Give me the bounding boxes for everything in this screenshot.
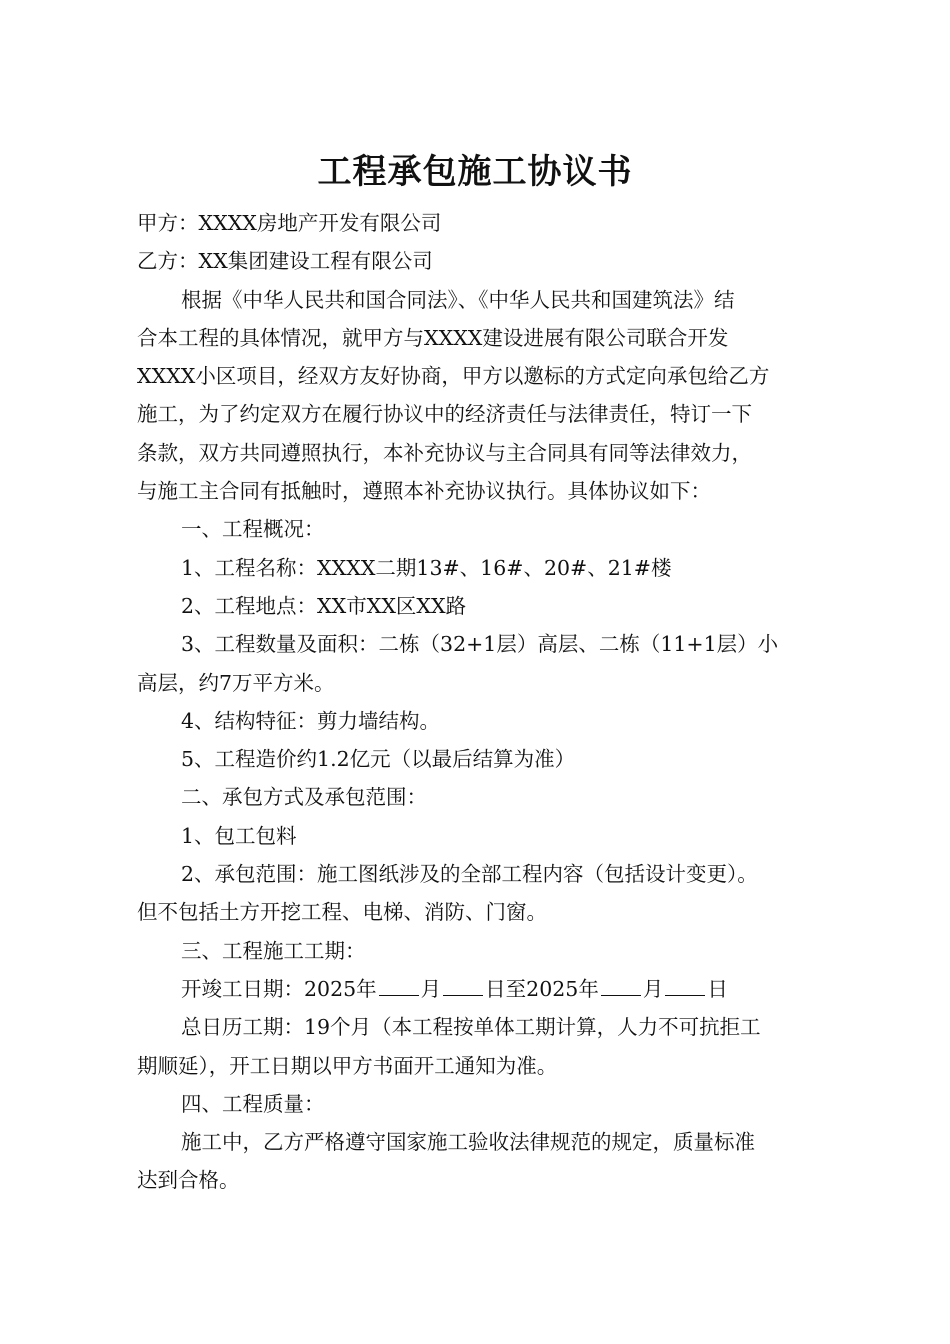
month-blank-2[interactable]	[601, 973, 641, 996]
project-quantity: 3、工程数量及面积：二栋（32+1层）高层、二栋（11+1层）小	[181, 632, 779, 657]
start-end-dates	[137, 970, 827, 1008]
document-title: 工程承包施工协议书	[317, 152, 633, 192]
date-month-2: 月	[642, 976, 664, 1001]
day-blank-1[interactable]	[443, 973, 483, 996]
preamble-line: 与施工主合同有抵触时，遵照本补充协议执行。具体协议如下：	[137, 479, 711, 504]
contract-scope-cont: 但不包括土方开挖工程、电梯、消防、门窗。	[137, 900, 547, 925]
project-quantity-cont: 高层，约7万平方米。	[137, 670, 335, 695]
structure-feature: 4、结构特征：剪力墙结构。	[181, 708, 441, 733]
section-heading: 三、工程施工工期：	[181, 938, 366, 963]
total-duration: 总日历工期：19个月（本工程按单体工期计算，人力不可抗拒工	[181, 1015, 761, 1040]
party-b: 乙方：XX集团建设工程有限公司	[137, 249, 433, 274]
date-end: 日	[707, 976, 728, 1001]
party-a: 甲方：XXXX房地产开发有限公司	[137, 211, 442, 235]
preamble-line: 施工，为了约定双方在履行协议中的经济责任与法律责任，特订一下	[137, 402, 752, 427]
day-blank-2[interactable]	[665, 973, 705, 996]
month-blank-1[interactable]	[379, 973, 419, 996]
quality-text: 施工中，乙方严格遵守国家施工验收法律规范的规定，质量标准	[181, 1130, 755, 1155]
contract-method: 1、包工包料	[181, 823, 297, 848]
project-location: 2、工程地点：XX市XX区XX路	[181, 593, 467, 618]
preamble-line: XXXX小区项目，经双方友好协商，甲方以邀标的方式定向承包给乙方	[137, 364, 770, 389]
preamble-line: 条款，双方共同遵照执行，本补充协议与主合同具有同等法律效力，	[137, 440, 752, 465]
document-body	[137, 204, 827, 1200]
contract-scope: 2、承包范围：施工图纸涉及的全部工程内容（包括设计变更）。	[181, 862, 758, 887]
section-heading: 一、工程概况：	[181, 517, 325, 542]
total-duration-cont: 期顺延），开工日期以甲方书面开工通知为准。	[137, 1053, 558, 1078]
project-name: 1、工程名称：XXXX二期13#、16#、20#、21#楼	[181, 555, 672, 580]
date-to: 日至2025年	[485, 976, 599, 1001]
project-cost: 5、工程造价约1.2亿元（以最后结算为准）	[181, 747, 576, 772]
date-month-1: 月	[420, 976, 442, 1001]
preamble-line: 合本工程的具体情况，就甲方与XXXX建设进展有限公司联合开发	[137, 325, 729, 350]
quality-text-cont: 达到合格。	[137, 1168, 240, 1193]
section-heading: 二、承包方式及承包范围：	[181, 785, 427, 810]
preamble-line: 根据《中华人民共和国合同法》、《中华人民共和国建筑法》结	[181, 287, 735, 312]
section-heading: 四、工程质量：	[181, 1091, 325, 1116]
date-prefix: 开竣工日期：2025年	[181, 976, 377, 1001]
